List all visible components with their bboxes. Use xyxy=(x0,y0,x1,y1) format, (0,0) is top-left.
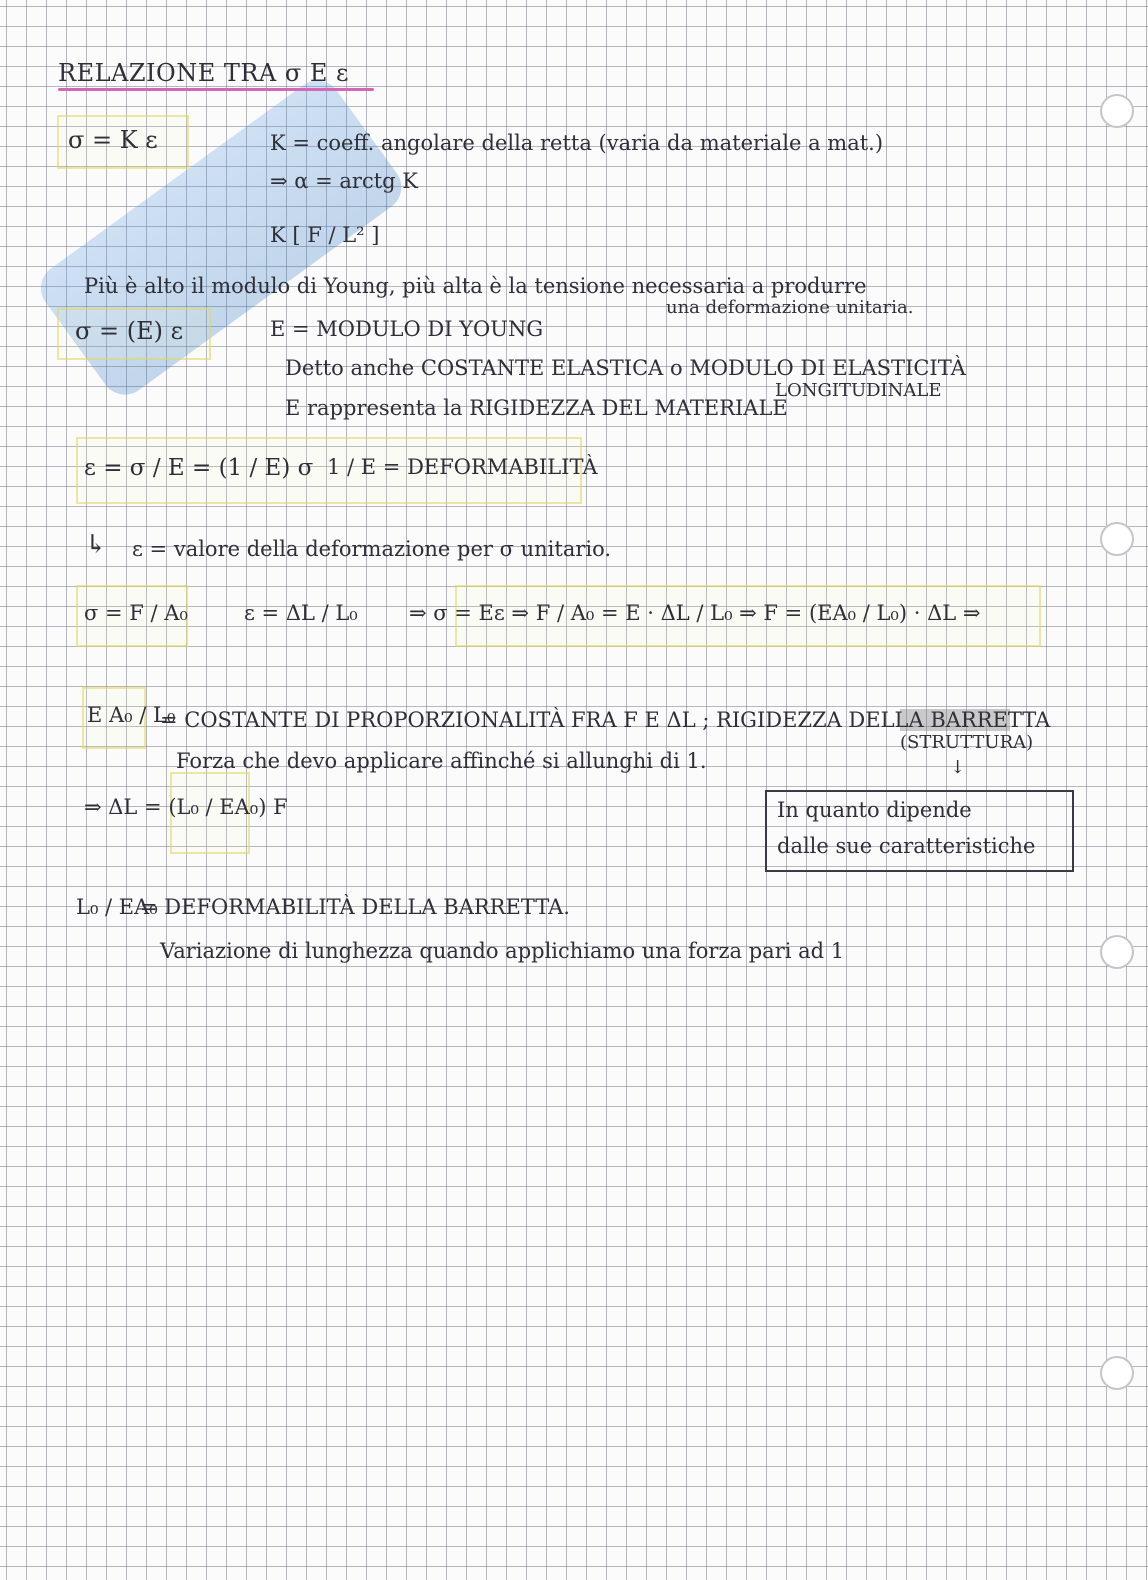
young-name: E = MODULO DI YOUNG xyxy=(270,317,544,341)
deformability-bar-definition: = DEFORMABILITÀ DELLA BARRETTA. xyxy=(140,895,570,919)
equation-sigma-k-epsilon: σ = K ε xyxy=(68,126,158,154)
binder-hole xyxy=(1100,935,1134,969)
binder-hole xyxy=(1100,1356,1134,1390)
arrow-icon: ↳ xyxy=(85,530,107,560)
force-description: Forza che devo applicare affinché si allunghi di 1. xyxy=(176,749,707,773)
deformability-fraction: L₀ / EA₀ xyxy=(76,895,158,919)
k-description: K = coeff. angolare della retta (varia da materiale a mat.) xyxy=(270,131,884,155)
epsilon-length: ε = ΔL / L₀ xyxy=(244,601,358,625)
epsilon-definition: ε = valore della deformazione per σ unitario. xyxy=(132,537,612,561)
young-comment-line-2: una deformazione unitaria. xyxy=(666,297,914,318)
down-arrow-icon: ↓ xyxy=(950,757,966,778)
young-alias-line-2: LONGITUDINALE xyxy=(775,380,942,401)
delta-l-equation: ⇒ ΔL = (L₀ / EA₀) F xyxy=(84,795,288,819)
length-variation-description: Variazione di lunghezza quando applichiamo una forza pari ad 1 xyxy=(160,939,845,963)
structure-label: (STRUTTURA) xyxy=(900,732,1034,753)
young-comment-line-1: Più è alto il modulo di Young, più alta è la tensione necessaria a produrre xyxy=(84,274,867,298)
young-alias-line-1: Detto anche COSTANTE ELASTICA o MODULO DI ELASTICITÀ xyxy=(285,356,966,380)
binder-hole xyxy=(1100,522,1134,556)
note-line-1: In quanto dipende xyxy=(777,798,972,822)
stiffness-fraction: E A₀ / L₀ xyxy=(87,703,176,727)
note-line-2: dalle sue caratteristiche xyxy=(777,834,1036,858)
alpha-equation: ⇒ α = arctg K xyxy=(270,169,418,193)
k-unit: K [ F / L² ] xyxy=(270,223,380,247)
deformability-definition: 1 / E = DEFORMABILITÀ xyxy=(327,455,598,479)
title-underline xyxy=(58,88,374,91)
relation-chain: ⇒ σ = Eε ⇒ F / A₀ = E · ΔL / L₀ ⇒ F = (EA₀ / L₀) · ΔL ⇒ xyxy=(409,601,981,625)
young-represents: E rappresenta la RIGIDEZZA DEL MATERIALE xyxy=(285,396,788,420)
stiffness-definition: = COSTANTE DI PROPORZIONALITÀ FRA F E ΔL ; RIGIDEZZA DELLA BARRETTA xyxy=(160,708,1051,732)
epsilon-equation: ε = σ / E = (1 / E) σ xyxy=(84,455,314,481)
binder-hole xyxy=(1100,94,1134,128)
sigma-force-area: σ = F / A₀ xyxy=(84,601,188,625)
page-title: RELAZIONE TRA σ E ε xyxy=(58,59,349,87)
young-equation: σ = (E) ε xyxy=(75,317,184,345)
